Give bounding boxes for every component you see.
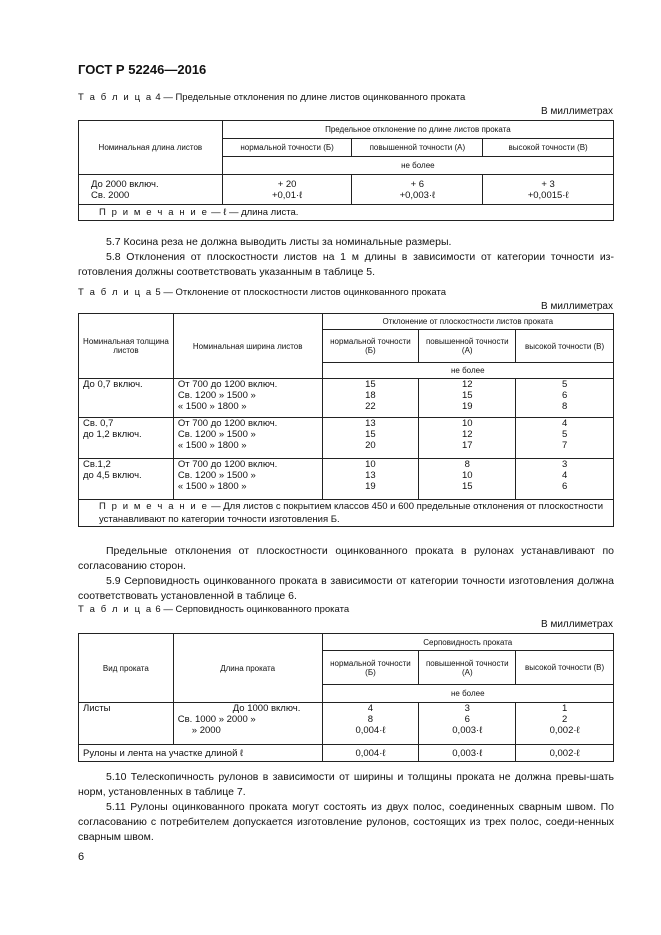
t5-thickness-cell xyxy=(79,379,174,418)
table6-caption xyxy=(78,604,349,615)
table5 xyxy=(78,313,614,527)
table4 xyxy=(78,120,614,221)
paragraphs-5-7-5-8 xyxy=(78,235,614,280)
t4-no-more: не более xyxy=(222,157,613,175)
t5-width-cell xyxy=(173,459,322,500)
t5-v-value: 4 xyxy=(561,418,568,429)
t5-a-value: 15 xyxy=(461,390,473,401)
t5-b-cell xyxy=(322,418,419,459)
t6-header-type: Вид проката xyxy=(79,634,174,703)
t5-v-value: 5 xyxy=(561,429,568,440)
table6-caption-text: 6 — Серповидность оцинкованного проката xyxy=(155,604,350,615)
paragraph-5-11: 5.11 Рулоны оцинкованного проката могут состоять из двух полос, соединенных сварным швом. По согласованию с потребителем допускается изготовление рулонов, состоящих из трех полос, соеди-ненных сварным швом. xyxy=(78,801,614,843)
t6-rolls-v: 0,002·ℓ xyxy=(516,745,614,762)
paragraphs-rolls-5-9 xyxy=(78,544,614,604)
table4-caption xyxy=(78,92,465,103)
t4-length: Св. 2000 xyxy=(91,189,130,201)
t6-header-group: Серповидность проката xyxy=(322,634,613,651)
t5-thickness: Св. 0,7 xyxy=(83,418,114,429)
table5-caption-text: 5 — Отклонение от плоскостности листов оцинкованного проката xyxy=(155,287,447,298)
t6-a-cell xyxy=(419,703,516,745)
t6-v-cell xyxy=(516,703,614,745)
t5-v-value: 8 xyxy=(561,401,568,412)
t5-v-value: 4 xyxy=(561,470,568,481)
t5-thickness-cell xyxy=(79,459,174,500)
table4-caption-text: 4 — Предельные отклонения по длине листов оцинкованного проката xyxy=(155,92,466,103)
t5-thickness-cell xyxy=(79,418,174,459)
t4-lengths-cell xyxy=(79,175,223,205)
table5-caption xyxy=(78,287,446,298)
t5-header-a: повышенной точности (А) xyxy=(419,330,516,363)
t5-header-v: высокой точности (В) xyxy=(516,330,614,363)
t5-b-value: 13 xyxy=(365,418,376,429)
t4-b-cell xyxy=(222,175,352,205)
table6-caption-prefix: Т а б л и ц а xyxy=(78,604,153,615)
t4-v-value: + 3 xyxy=(541,178,555,190)
t4-note xyxy=(79,205,614,221)
t5-v-value: 6 xyxy=(561,390,568,401)
t6-header-b: нормальной точности (Б) xyxy=(322,651,419,685)
paragraph-5-8: 5.8 Отклонения от плоскостности листов на 1 м длины в зависимости от категории точности из-готовления должны соответствовать указанным в таблице 5. xyxy=(78,251,614,278)
table6-units: В миллиметрах xyxy=(541,619,613,630)
paragraph-5-10: 5.10 Телескопичность рулонов в зависимости от ширины и толщины проката не должна превы-шать норм, установленных в таблице 7. xyxy=(78,771,614,798)
t5-a-value: 10 xyxy=(461,470,473,481)
paragraph-rolls: Предельные отклонения от плоскостности оцинкованного проката в рулонах устанавливают по согласованию сторон. xyxy=(78,545,614,572)
t5-b-value: 15 xyxy=(365,429,376,440)
t6-header-a: повышенной точности (А) xyxy=(419,651,516,685)
t5-width: Св. 1200 » 1500 » xyxy=(177,429,256,440)
t5-v-cell xyxy=(516,459,614,500)
t4-header-group: Предельное отклонение по длине листов проката xyxy=(222,121,613,139)
t5-a-cell xyxy=(419,379,516,418)
t5-width: От 700 до 1200 включ. xyxy=(177,459,278,470)
t4-v-cell xyxy=(483,175,614,205)
t4-length: До 2000 включ. xyxy=(91,178,159,190)
t4-b-value: +0,01·ℓ xyxy=(271,189,303,201)
t6-v-value: 0,002·ℓ xyxy=(549,725,580,736)
t5-v-value: 5 xyxy=(561,379,568,390)
page-header: ГОСТ Р 52246—2016 xyxy=(78,62,207,77)
table4-caption-prefix: Т а б л и ц а xyxy=(78,92,153,103)
t4-note-prefix: П р и м е ч а н и е xyxy=(99,207,209,218)
t5-a-value: 15 xyxy=(461,481,473,492)
t6-rolls-a: 0,003·ℓ xyxy=(419,745,516,762)
t6-b-cell xyxy=(322,703,419,745)
t5-note-text: — Для листов с покрытием классов 450 и 600 предельные отклонения от плоскостности устанавливают по категории точности изготовления Б. xyxy=(99,501,604,525)
t5-v-cell xyxy=(516,379,614,418)
t5-v-value: 3 xyxy=(561,459,568,470)
t6-header-v: высокой точности (В) xyxy=(516,651,614,685)
t5-thickness: Св.1,2 xyxy=(83,459,111,470)
t6-length: » 2000 xyxy=(191,725,221,736)
page-number: 6 xyxy=(78,851,85,863)
t6-length: До 1000 включ. xyxy=(232,703,301,714)
t5-note-prefix: П р и м е ч а н и е xyxy=(99,501,209,512)
table5-caption-prefix: Т а б л и ц а xyxy=(78,287,153,298)
t5-v-cell xyxy=(516,418,614,459)
t5-b-value: 10 xyxy=(365,459,376,470)
t5-width-cell xyxy=(173,418,322,459)
t4-header-b: нормальной точности (Б) xyxy=(222,139,352,157)
t4-a-value: + 6 xyxy=(410,178,425,190)
t5-thickness: до 1,2 включ. xyxy=(83,429,142,440)
t5-note xyxy=(79,500,614,527)
paragraphs-5-10-5-11 xyxy=(78,770,614,845)
t5-thickness: До 0,7 включ. xyxy=(83,379,143,390)
t6-sheets-label: Листы xyxy=(83,703,111,714)
t6-b-value: 4 xyxy=(367,703,374,714)
t5-a-value: 19 xyxy=(461,401,473,412)
t5-b-value: 20 xyxy=(365,440,376,451)
t5-width: Св. 1200 » 1500 » xyxy=(177,390,256,401)
t5-thickness: до 4,5 включ. xyxy=(83,470,142,481)
t6-rolls-b: 0,004·ℓ xyxy=(322,745,419,762)
t5-a-value: 17 xyxy=(461,440,473,451)
t5-header-group: Отклонение от плоскостности листов проката xyxy=(322,314,613,330)
table5-units: В миллиметрах xyxy=(541,301,613,312)
t4-header-nominal: Номинальная длина листов xyxy=(79,121,223,175)
t5-width: От 700 до 1200 включ. xyxy=(177,379,278,390)
t4-b-value: + 20 xyxy=(277,178,297,190)
t5-b-cell xyxy=(322,459,419,500)
t6-no-more: не более xyxy=(322,685,613,703)
t5-a-value: 12 xyxy=(461,429,473,440)
t5-a-cell xyxy=(419,418,516,459)
paragraph-5-9: 5.9 Серповидность оцинкованного проката в зависимости от категории точности изготовления должна соответствовать установленной в таблице 6. xyxy=(78,575,614,602)
t5-v-value: 6 xyxy=(561,481,568,492)
t6-v-value: 1 xyxy=(561,703,568,714)
t5-b-cell xyxy=(322,379,419,418)
t6-a-value: 3 xyxy=(464,703,470,714)
t5-width: « 1500 » 1800 » xyxy=(177,481,247,492)
t5-b-value: 18 xyxy=(365,390,376,401)
t6-header-length: Длина проката xyxy=(173,634,322,703)
t5-header-width: Номинальная ширина листов xyxy=(173,314,322,379)
t5-v-value: 7 xyxy=(561,440,568,451)
t5-width: Св. 1200 » 1500 » xyxy=(177,470,256,481)
t4-v-value: +0,0015·ℓ xyxy=(527,189,569,201)
table6 xyxy=(78,633,614,762)
t5-b-value: 13 xyxy=(365,470,376,481)
t6-v-value: 2 xyxy=(561,714,568,725)
t6-a-value: 6 xyxy=(464,714,470,725)
t5-width-cell xyxy=(173,379,322,418)
t5-no-more: не более xyxy=(322,363,613,379)
t5-a-value: 8 xyxy=(464,459,470,470)
t4-header-a: повышенной точности (А) xyxy=(352,139,483,157)
t5-width: От 700 до 1200 включ. xyxy=(177,418,278,429)
t5-b-value: 22 xyxy=(365,401,376,412)
t5-b-value: 15 xyxy=(365,379,376,390)
t5-width: « 1500 » 1800 » xyxy=(177,440,247,451)
t4-a-cell xyxy=(352,175,483,205)
t6-a-value: 0,003·ℓ xyxy=(452,725,483,736)
t6-length: Св. 1000 » 2000 » xyxy=(177,714,256,725)
t5-width: « 1500 » 1800 » xyxy=(177,401,247,412)
t5-a-cell xyxy=(419,459,516,500)
t6-type-cell xyxy=(79,703,174,745)
t5-header-b: нормальной точности (Б) xyxy=(322,330,419,363)
t5-b-value: 19 xyxy=(365,481,376,492)
t5-a-value: 10 xyxy=(461,418,473,429)
t6-b-value: 8 xyxy=(367,714,374,725)
table4-units: В миллиметрах xyxy=(541,106,613,117)
t6-b-value: 0,004·ℓ xyxy=(355,725,386,736)
t5-header-thickness: Номинальная толщина листов xyxy=(79,314,174,379)
t6-rolls-label: Рулоны и лента на участке длиной ℓ xyxy=(79,745,323,762)
t4-a-value: +0,003·ℓ xyxy=(399,189,436,201)
t6-length-cell xyxy=(173,703,322,745)
t5-a-value: 12 xyxy=(461,379,473,390)
paragraph-5-7: 5.7 Косина реза не должна выводить листы за номинальные размеры. xyxy=(106,236,452,248)
t4-header-v: высокой точности (В) xyxy=(483,139,614,157)
t4-note-text: — ℓ — длина листа. xyxy=(208,207,299,218)
